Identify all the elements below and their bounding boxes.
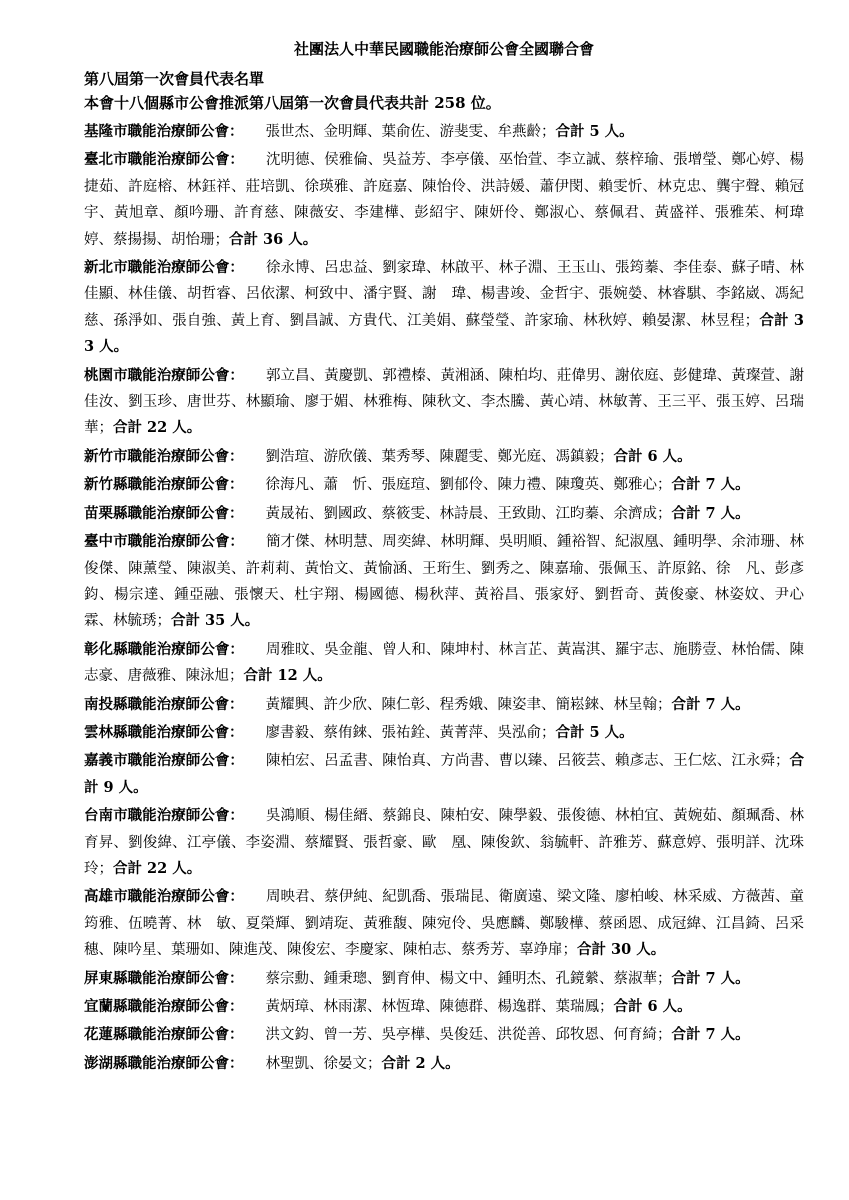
- member-names: 周雅旼、吳金龍、曾人和、陳坤村、林言芷、黃嵩淇、羅宇志、施勝壹、林怡儒、陳志豪、唐薇雅、陳泳旭；: [84, 641, 804, 685]
- member-names: 簡才傑、林明慧、周奕緯、林明輝、吳明順、鍾裕智、紀淑凰、鍾明學、余沛珊、林俊傑、陳薰瑩、陳淑美、許莉莉、黃怡文、黃愉涵、王珩生、劉秀之、陳嘉瑜、張佩玉、許原銘、徐 凡、彭彥鈞、楊宗達、鍾亞融、張懷天、杜宇翔、楊國德、楊秋萍、黃裕昌、張家妤、劉哲奇、黃俊豪、林姿妏、尹心霖、林毓琇；: [84, 534, 804, 630]
- association-name: 桃園市職能治療師公會：: [84, 366, 244, 384]
- association-name: 台南市職能治療師公會：: [84, 807, 244, 825]
- member-total: 合計 5 人。: [555, 723, 634, 741]
- association-name: 臺北市職能治療師公會：: [84, 151, 244, 169]
- member-names: 林聖凱、徐晏文；: [265, 1055, 382, 1072]
- association-entry: [84, 884, 804, 963]
- member-names: 劉浩瑄、游欣儀、葉秀琴、陳麗雯、鄭光庭、馮鎮毅；: [265, 448, 614, 465]
- association-name: 雲林縣職能治療師公會：: [84, 723, 244, 741]
- member-names: 黃耀興、許少欣、陳仁彰、程秀娥、陳姿聿、簡崧錸、林呈翰；: [265, 696, 672, 713]
- member-total: 合計 7 人。: [671, 695, 750, 713]
- member-names: 廖書毅、蔡侑錸、張祐銓、黃菁萍、吳泓俞；: [265, 724, 556, 741]
- document-intro: 本會十八個縣市公會推派第八屆第一次會員代表共計 258 位。: [84, 94, 501, 112]
- association-entry: [84, 529, 804, 635]
- association-name: 彰化縣職能治療師公會：: [84, 640, 244, 658]
- association-entry: [84, 1051, 804, 1077]
- member-total: 合計 7 人。: [671, 1026, 750, 1044]
- association-entry: [84, 119, 804, 145]
- member-total: 合計 22 人。: [113, 419, 202, 437]
- association-entry: [84, 472, 804, 498]
- member-names: 吳鴻順、楊佳縉、蔡錦良、陳柏安、陳學毅、張俊德、林柏宜、黃婉茹、顏珮喬、林育昇、劉俊緯、江亭儀、李姿淵、蔡耀賢、張哲豪、歐 凰、陳俊欽、翁毓軒、許雅芳、蘇意婷、張明詳、沈珠玲；: [84, 808, 804, 877]
- association-name: 屏東縣職能治療師公會：: [84, 969, 244, 987]
- association-name: 新北市職能治療師公會：: [84, 259, 244, 277]
- member-names: 徐永博、呂忠益、劉家瑋、林啟平、林子淵、王玉山、張筠蓁、李佳泰、蘇子晴、林佳顯、林佳儀、胡哲睿、呂依潔、柯致中、潘宇賢、謝 瑋、楊書竣、金哲宇、張婉嫈、林睿騏、李銘崴、馮紀慈、孫淨如、張自強、黃上育、劉昌誠、方貴代、江美娟、蘇瑩瑩、許家瑜、林秋婷、賴晏潔、林昱程；: [84, 260, 804, 329]
- association-entry: [84, 363, 804, 442]
- member-total: 合計 30 人。: [577, 941, 666, 959]
- document-title: 社團法人中華民國職能治療師公會全國聯合會: [293, 40, 594, 58]
- member-total: 合計 22 人。: [113, 859, 202, 877]
- member-total: 合計 2 人。: [381, 1054, 460, 1072]
- member-names: 沈明德、侯雅倫、吳益芳、李亭儀、巫怡萱、李立誠、蔡梓瑜、張增瑩、鄭心婷、楊捷茹、許庭榕、林鈺祥、莊培凱、徐瑛雅、許庭嘉、陳怡伶、洪詩媛、蕭伊閔、賴雯忻、林克忠、龔宇聲、賴冠宇、黃旭章、顏吟珊、許育慈、陳薇安、李建樺、彭紹宇、陳妍伶、鄭淑心、蔡佩君、黃盛祥、張雅茱、柯瑋婷、蔡揚揚、胡怡珊；: [84, 152, 804, 248]
- member-total: 合計 7 人。: [671, 969, 750, 987]
- association-name: 南投縣職能治療師公會：: [84, 695, 244, 713]
- member-names: 洪文鈞、曾一芳、吳亭樺、吳俊廷、洪從善、邱牧恩、何育綺；: [265, 1027, 672, 1044]
- member-total: 合計 7 人。: [671, 476, 750, 494]
- association-name: 澎湖縣職能治療師公會：: [84, 1054, 244, 1072]
- association-entry: [84, 501, 804, 527]
- association-name: 花蓮縣職能治療師公會：: [84, 1026, 244, 1044]
- association-entry: [84, 147, 804, 253]
- association-entry: [84, 994, 804, 1020]
- member-total: 合計 6 人。: [613, 998, 692, 1015]
- member-names: 徐海凡、蕭 忻、張庭瑄、劉郁伶、陳力禮、陳瓊英、鄭雅心；: [265, 477, 672, 494]
- member-total: 合計 36 人。: [229, 230, 318, 248]
- member-names: 周映君、蔡伊純、紀凱喬、張瑞昆、衛廣遠、梁文隆、廖柏峻、林采威、方薇茜、童筠雅、伍曉菁、林 敏、夏榮輝、劉靖琁、黃雅馥、陳宛伶、吳應麟、鄭駿樺、蔡函恩、成冠緯、江昌錡、呂采穗、陳吟星、葉珊如、陳進茂、陳俊宏、李慶家、陳柏志、蔡秀芳、辜竫扉；: [84, 889, 804, 959]
- document-subtitle: 第八屆第一次會員代表名單: [84, 70, 265, 88]
- association-name: 宜蘭縣職能治療師公會：: [84, 998, 244, 1015]
- member-names: 黃炳璋、林雨潔、林恆瑋、陳德群、楊逸群、葉瑞鳳；: [265, 999, 614, 1015]
- association-entry: [84, 720, 804, 746]
- association-name: 高雄市職能治療師公會：: [84, 888, 244, 906]
- association-name: 嘉義市職能治療師公會：: [84, 752, 244, 770]
- member-names: 郭立昌、黃慶凱、郭禮榛、黃湘涵、陳柏均、莊偉男、謝依庭、彭健瑋、黃璨萱、謝佳汝、劉玉珍、唐世芬、林顯瑜、廖于媚、林雅梅、陳秋文、李杰騰、黃心靖、林敏菁、王三平、張玉婷、呂瑞華；: [84, 367, 804, 437]
- member-names: 張世杰、金明輝、葉俞佐、游斐雯、牟燕齡；: [265, 124, 556, 140]
- member-total: 合計 5 人。: [555, 123, 634, 140]
- association-name: 苗栗縣職能治療師公會：: [84, 504, 244, 522]
- document-page: [84, 40, 804, 1079]
- association-name: 新竹縣職能治療師公會：: [84, 476, 244, 494]
- association-entry: [84, 966, 804, 992]
- member-total: 合計 9 人。: [84, 752, 805, 796]
- association-name: 基隆市職能治療師公會：: [84, 123, 244, 140]
- association-name: 新竹市職能治療師公會：: [84, 447, 244, 465]
- association-entry: [84, 748, 804, 801]
- member-total: 合計 35 人。: [171, 612, 260, 630]
- member-names: 陳柏宏、呂孟書、陳怡真、方尚書、曹以臻、呂筱芸、賴彥志、王仁炫、江永舜；: [265, 753, 790, 770]
- association-entry: [84, 444, 804, 470]
- association-entry: [84, 1022, 804, 1048]
- association-entry: [84, 692, 804, 718]
- member-total: 合計 7 人。: [671, 504, 750, 522]
- association-entry: [84, 803, 804, 882]
- member-names: 蔡宗勳、鍾秉璁、劉育伸、楊文中、鍾明杰、孔鏡縈、蔡淑華；: [265, 970, 672, 987]
- member-total: 合計 12 人。: [243, 667, 332, 685]
- association-list: [84, 119, 804, 1077]
- association-entry: [84, 255, 804, 361]
- member-total: 合計 33 人。: [84, 311, 805, 356]
- association-entry: [84, 637, 804, 690]
- association-name: 臺中市職能治療師公會：: [84, 533, 244, 551]
- member-total: 合計 6 人。: [613, 447, 692, 465]
- member-names: 黃晟祐、劉國政、蔡筱雯、林詩晨、王致勛、江昀蓁、余濟成；: [265, 505, 672, 522]
